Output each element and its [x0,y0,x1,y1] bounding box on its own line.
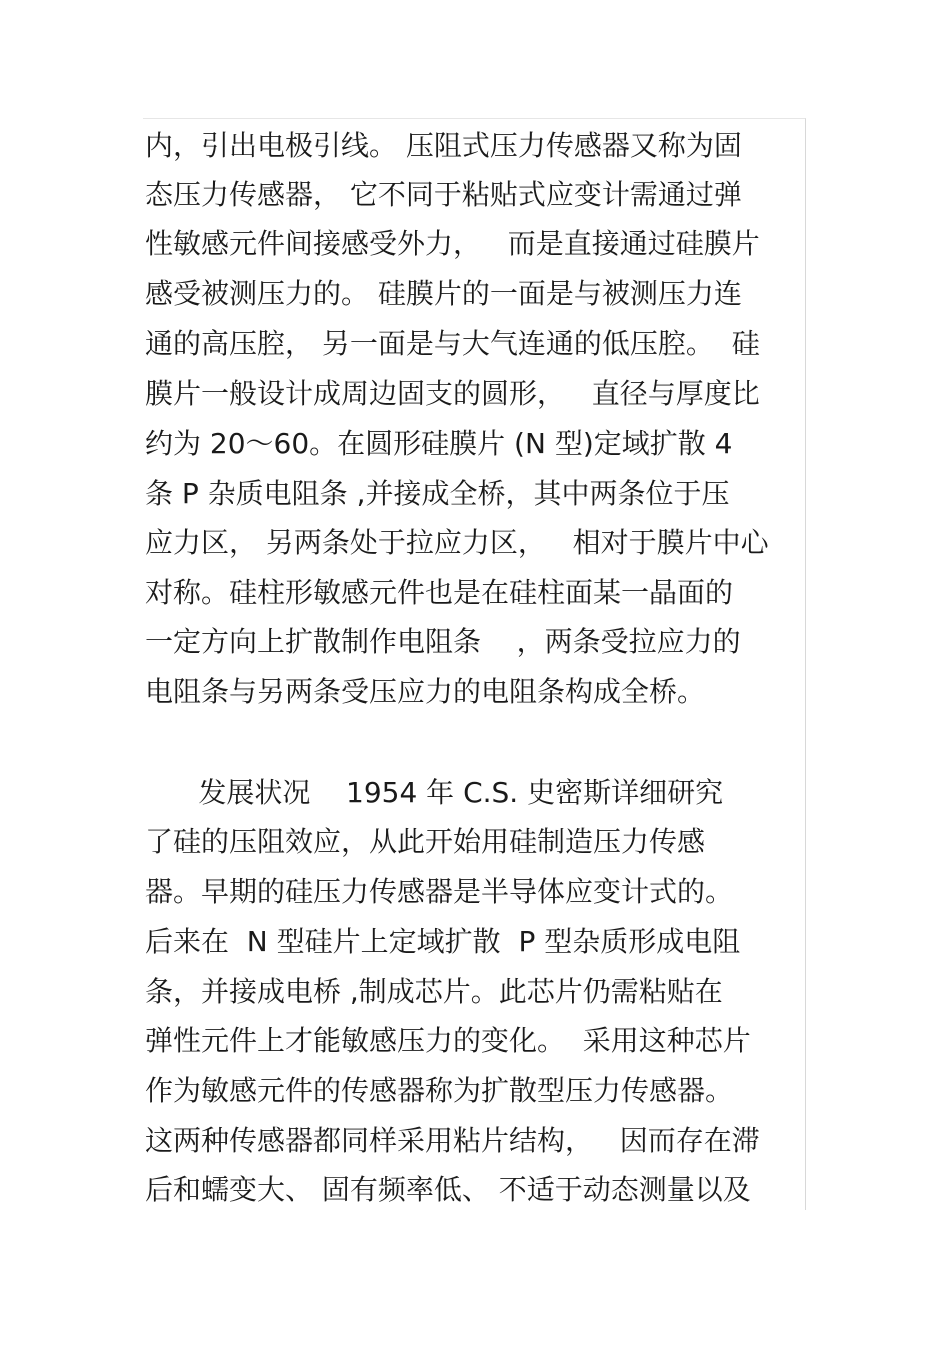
text-line: 后来在 N 型硅片上定域扩散 P 型杂质形成电阻 [145,925,741,958]
text-line: 性敏感元件间接感受外力， 而是直接通过硅膜片 [145,227,760,260]
text-line: 态压力传感器， 它不同于粘贴式应变计需通过弹 [145,178,742,211]
text-line: 膜片一般设计成周边固支的圆形， 直径与厚度比 [145,377,760,410]
text-line: 这两种传感器都同样采用粘片结构， 因而存在滞 [145,1124,760,1157]
text-line: 约为 20～60。在圆形硅膜片 (N 型)定域扩散 4 [145,427,733,460]
text-line: 应力区， 另两条处于拉应力区， 相对于膜片中心 [145,526,769,559]
text-line: 一定方向上扩散制作电阻条 ，两条受拉应力的 [145,625,741,658]
text-line: 器。早期的硅压力传感器是半导体应变计式的。 [145,875,734,908]
text-line: 后和蠕变大、 固有频率低、 不适于动态测量以及 [145,1173,751,1206]
text-line: 弹性元件上才能敏感压力的变化。 采用这种芯片 [145,1024,751,1057]
text-line: 电阻条与另两条受压应力的电阻条构成全桥。 [145,675,706,708]
text-line: 对称。硅柱形敏感元件也是在硅柱面某一晶面的 [145,576,734,609]
text-line: 发展状况 1954 年 C.S. 史密斯详细研究 [145,776,724,809]
text-line: 内，引出电极引线。 压阻式压力传感器又称为固 [145,129,742,162]
text-line: 感受被测压力的。 硅膜片的一面是与被测压力连 [145,277,742,310]
text-line: 条，并接成电桥 ,制成芯片。此芯片仍需粘贴在 [145,975,723,1008]
text-line: 通的高压腔， 另一面是与大气连通的低压腔。 硅 [145,327,760,360]
text-line: 条 P 杂质电阻条 ,并接成全桥，其中两条位于压 [145,477,730,510]
text-line: 作为敏感元件的传感器称为扩散型压力传感器。 [145,1074,734,1107]
text-line: 了硅的压阻效应，从此开始用硅制造压力传感 [145,825,706,858]
